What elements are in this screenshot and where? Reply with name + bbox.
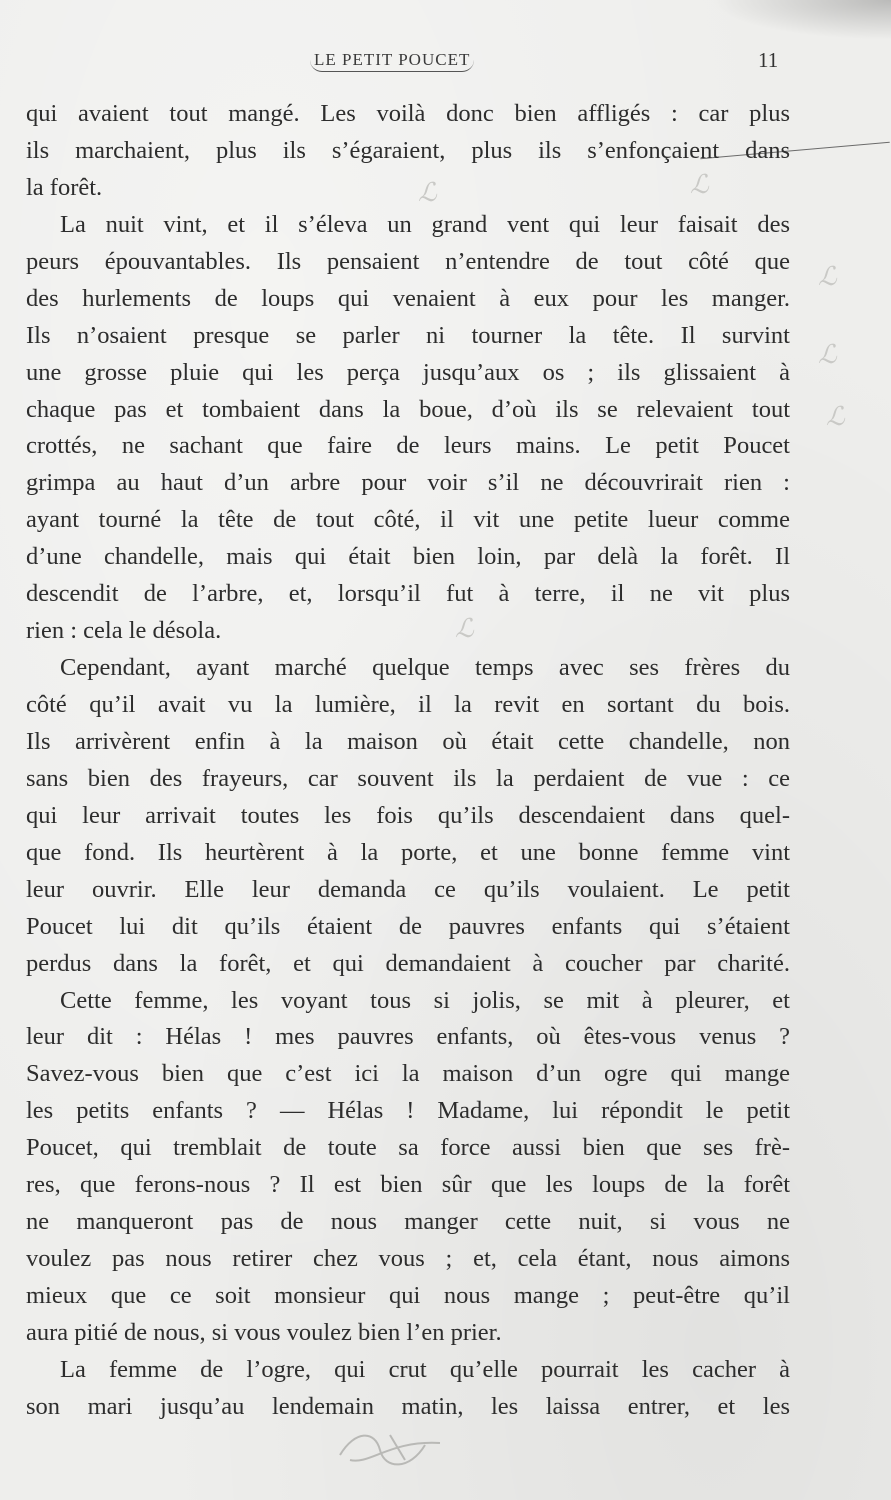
faint-monogram-mark: ℒ	[455, 614, 474, 644]
faint-monogram-mark: ℒ	[818, 262, 837, 292]
text-line: sans bien des frayeurs, car souvent ils la perdaient de vue : ce	[26, 764, 790, 792]
running-title: LE PETIT POUCET	[310, 50, 474, 72]
text-line: Poucet, qui tremblait de toute sa force aussi bien que ses frè-	[26, 1134, 790, 1162]
faint-monogram-mark: ℒ	[818, 340, 837, 370]
text-line: d’une chandelle, mais qui était bien loin, par delà la forêt. Il	[26, 543, 790, 571]
text-line: qui leur arrivait toutes les fois qu’ils descendaient dans quel-	[26, 801, 790, 829]
text-line: mieux que ce soit monsieur qui nous mange ; peut-être qu’il	[26, 1282, 790, 1309]
text-line: chaque pas et tombaient dans la boue, d’où ils se relevaient tout	[26, 395, 790, 423]
text-line: qui avaient tout mangé. Les voilà donc bien affligés : car plus	[26, 100, 790, 127]
faint-monogram-mark: ℒ	[418, 178, 437, 208]
text-line: les petits enfants ? — Hélas ! Madame, lui répondit le petit	[26, 1097, 790, 1125]
text-line: descendit de l’arbre, et, lorsqu’il fut à terre, il ne vit plus	[26, 580, 790, 608]
text-line: La femme de l’ogre, qui crut qu’elle pourrait les cacher à	[60, 1355, 790, 1383]
faint-monogram-mark: ℒ	[826, 402, 845, 432]
text-line: rien : cela le désola.	[26, 617, 222, 645]
text-line: que fond. Ils heurtèrent à la porte, et une bonne femme vint	[26, 838, 790, 866]
text-line: ayant tourné la tête de tout côté, il vit une petite lueur comme	[26, 506, 790, 534]
body-text	[26, 96, 790, 1426]
text-line: une grosse pluie qui les perça jusqu’aux os ; ils glissaient à	[26, 358, 790, 386]
text-line: Ils arrivèrent enfin à la maison où était cette chandelle, non	[26, 727, 790, 755]
text-line: son mari jusqu’au lendemain matin, les laissa entrer, et les	[26, 1392, 790, 1420]
text-line: ne manqueront pas de nous manger cette nuit, si vous ne	[26, 1208, 790, 1236]
text-line: Cependant, ayant marché quelque temps avec ses frères du	[60, 654, 790, 682]
text-line: Poucet lui dit qu’ils étaient de pauvres enfants qui s’étaient	[26, 912, 790, 940]
text-line: perdus dans la forêt, et qui demandaient à coucher par charité.	[26, 949, 790, 977]
text-line: leur dit : Hélas ! mes pauvres enfants, où êtes-vous venus ?	[26, 1023, 790, 1051]
page-corner-smudge	[711, 0, 891, 40]
text-line: la forêt.	[26, 173, 103, 201]
page-number: 11	[758, 48, 779, 72]
text-line: côté qu’il avait vu la lumière, il la revit en sortant du bois.	[26, 691, 790, 718]
text-line: Savez-vous bien que c’est ici la maison d’un ogre qui mange	[26, 1060, 790, 1088]
text-line: ils marchaient, plus ils s’égaraient, plus ils s’enfonçaient dans	[26, 136, 790, 164]
text-line: La nuit vint, et il s’éleva un grand vent qui leur faisait des	[60, 210, 790, 238]
ornament-flourish-icon	[330, 1425, 450, 1475]
text-line: Cette femme, les voyant tous si jolis, se mit à pleurer, et	[60, 986, 790, 1014]
text-line: des hurlements de loups qui venaient à eux pour les manger.	[26, 284, 790, 312]
text-line: voulez pas nous retirer chez vous ; et, cela étant, nous aimons	[26, 1245, 790, 1273]
faint-monogram-mark: ℒ	[690, 170, 709, 200]
text-line: peurs épouvantables. Ils pensaient n’entendre de tout côté que	[26, 247, 790, 275]
text-line: res, que ferons-nous ? Il est bien sûr que les loups de la forêt	[26, 1171, 790, 1199]
text-line: aura pitié de nous, si vous voulez bien l’en prier.	[26, 1318, 502, 1346]
text-line: grimpa au haut d’un arbre pour voir s’il ne découvrirait rien :	[26, 469, 790, 497]
text-line: leur ouvrir. Elle leur demanda ce qu’ils voulaient. Le petit	[26, 875, 790, 903]
text-line: crottés, ne sachant que faire de leurs mains. Le petit Poucet	[26, 432, 790, 460]
text-line: Ils n’osaient presque se parler ni tourner la tête. Il survint	[26, 321, 790, 349]
